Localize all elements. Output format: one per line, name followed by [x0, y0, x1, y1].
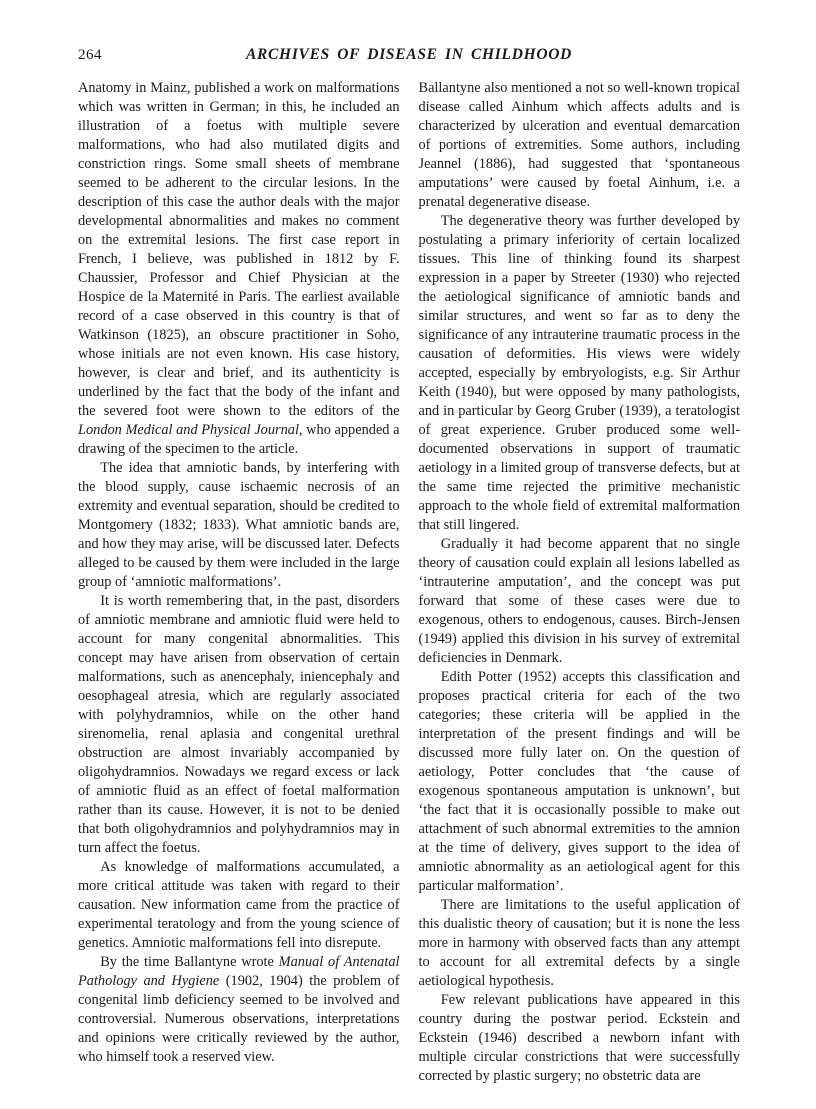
text-run: (1902, 1904) the problem of congenital limb deficiency seemed to be involved and controversial. Numerous observations, interpretations and opinions were critically reviewed by the author, who himself took a reserved view. — [78, 973, 400, 1065]
text-run: who appended a drawing of the specimen to the article. — [78, 422, 400, 457]
paragraph — [419, 991, 741, 1086]
text-run-italic: Manual of Antenatal Pathology and Hygiene — [78, 954, 400, 989]
page-number: 264 — [78, 47, 102, 63]
text-run: The degenerative theory was further developed by postulating a primary inferiority of certain localized tissues. This line of thinking found its sharpest expression in a paper by Streeter (1930) who rejected the aetiological significance of amniotic bands and similar structures, and went so far as to deny the significance of any intrauterine traumatic process in the causation of deformities. His views were widely accepted, especially by embryologists, e.g. Sir Arthur Keith (1940), but were opposed by many pathologists, and in particular by Georg Gruber (1939), a teratologist of great experience. Gruber produced some well-documented observations in support of traumatic aetiology in a limited group of transverse defects, but at the same time rejected the primitive mechanistic approach to the whole field of extremital malformation that still lingered. — [418, 213, 740, 533]
page-header — [78, 46, 740, 68]
text-run: As knowledge of malformations accumulated, a more critical attitude was taken with regard to their causation. New information came from the practice of experimental teratology and from the young science of genetics. Amniotic malformations fell into disrepute. — [78, 859, 400, 951]
paragraph — [78, 953, 400, 1067]
paragraph — [419, 668, 741, 896]
paragraph — [78, 79, 400, 459]
paragraph — [419, 212, 741, 535]
paragraph — [419, 896, 741, 991]
text-run: There are limitations to the useful application of this dualistic theory of causation; but it is none the less more in harmony with observed facts than any attempt to account for all extremital defects by a single aetiological hypothesis. — [418, 897, 740, 989]
text-run-italic: London Medical and Physical Journal, — [78, 422, 303, 438]
text-run: Gradually it had become apparent that no single theory of causation could explain all lesions labelled as ‘intrauterine amputation’, and the concept was put forward that some of these cases were due to exogenous, others to endogenous, causes. Birch-Jensen (1949) applied this division in his survey of extremital deficiencies in Denmark. — [418, 536, 740, 666]
paragraph — [78, 592, 400, 858]
text-run: The idea that amniotic bands, by interfering with the blood supply, cause ischaemic necrosis of an extremity and eventual separation, should be credited to Montgomery (1832; 1833). What amniotic bands are, and how they may arise, will be discussed later. Defects alleged to be caused by them were included in the large group of ‘amniotic malformations’. — [78, 460, 400, 590]
paragraph — [78, 459, 400, 592]
text-columns — [78, 79, 740, 1086]
paragraph — [419, 535, 741, 668]
paragraph — [78, 858, 400, 953]
paragraph — [419, 79, 741, 212]
text-run: Ballantyne also mentioned a not so well-known tropical disease called Ainhum which affects adults and is characterized by ulceration and eventual demarcation of portions of extremities. Some authors, including Jeannel (1886), had suggested that ‘spontaneous amputations’ were caused by foetal Ainhum, i.e. a prenatal degenerative disease. — [418, 80, 740, 210]
text-run: Few relevant publications have appeared in this country during the postwar period. Eckstein and Eckstein (1946) described a newborn infant with multiple circular constrictions that were successfully corrected by plastic surgery; no obstetric data are — [418, 992, 740, 1084]
text-run: By the time Ballantyne wrote — [100, 954, 279, 970]
right-column — [419, 79, 741, 1086]
journal-title: ARCHIVES OF DISEASE IN CHILDHOOD — [245, 46, 573, 63]
text-run: Edith Potter (1952) accepts this classification and proposes practical criteria for each of the two categories; these criteria will be applied in the interpretation of the present findings and will be discussed more fully later on. On the question of aetiology, Potter concludes that ‘the cause of exogenous spontaneous amputation is unknown’, but ‘the fact that it is occasionally possible to make out attachment of such abnormal extremities to the amnion at the time of delivery, gives support to the idea of amniotic abnormality as an aetiological agent for this particular malformation’. — [418, 669, 740, 894]
text-run: It is worth remembering that, in the past, disorders of amniotic membrane and amniotic fluid were held to account for many congenital abnormalities. This concept may have arisen from observation of certain malformations, such as anencephaly, iniencephaly and oesophageal atresia, which are regularly associated with polyhydramnios, while on the other hand sirenomelia, renal aplasia and congenital urethral obstruction are almost invariably accompanied by oligohydramnios. Nowadays we regard excess or lack of amniotic fluid as an effect of foetal malformation rather than its cause. However, it is not to be denied that both oligohydramnios and polyhydramnios may in turn affect the foetus. — [78, 593, 400, 856]
text-run: Anatomy in Mainz, published a work on malformations which was written in German; in this, he included an illustration of a foetus with multiple severe malformations, who had also mutilated digits and constriction rings. Some small sheets of membrane seemed to be adherent to the circular lesions. In the description of this case the author deals with the major developmental abnormalities and makes no comment on the extremital lesions. The first case report in French, I believe, was published in 1812 by F. Chaussier, Professor and Chief Physician at the Hospice de la Maternité in Paris. The earliest available record of a case observed in this country is that of Watkinson (1825), an obscure practitioner in Soho, whose initials are not even known. His case history, however, is clear and brief, and its authenticity is underlined by the fact that the body of the infant and the severed foot were shown to the editors of the — [78, 80, 400, 419]
left-column — [78, 79, 400, 1086]
